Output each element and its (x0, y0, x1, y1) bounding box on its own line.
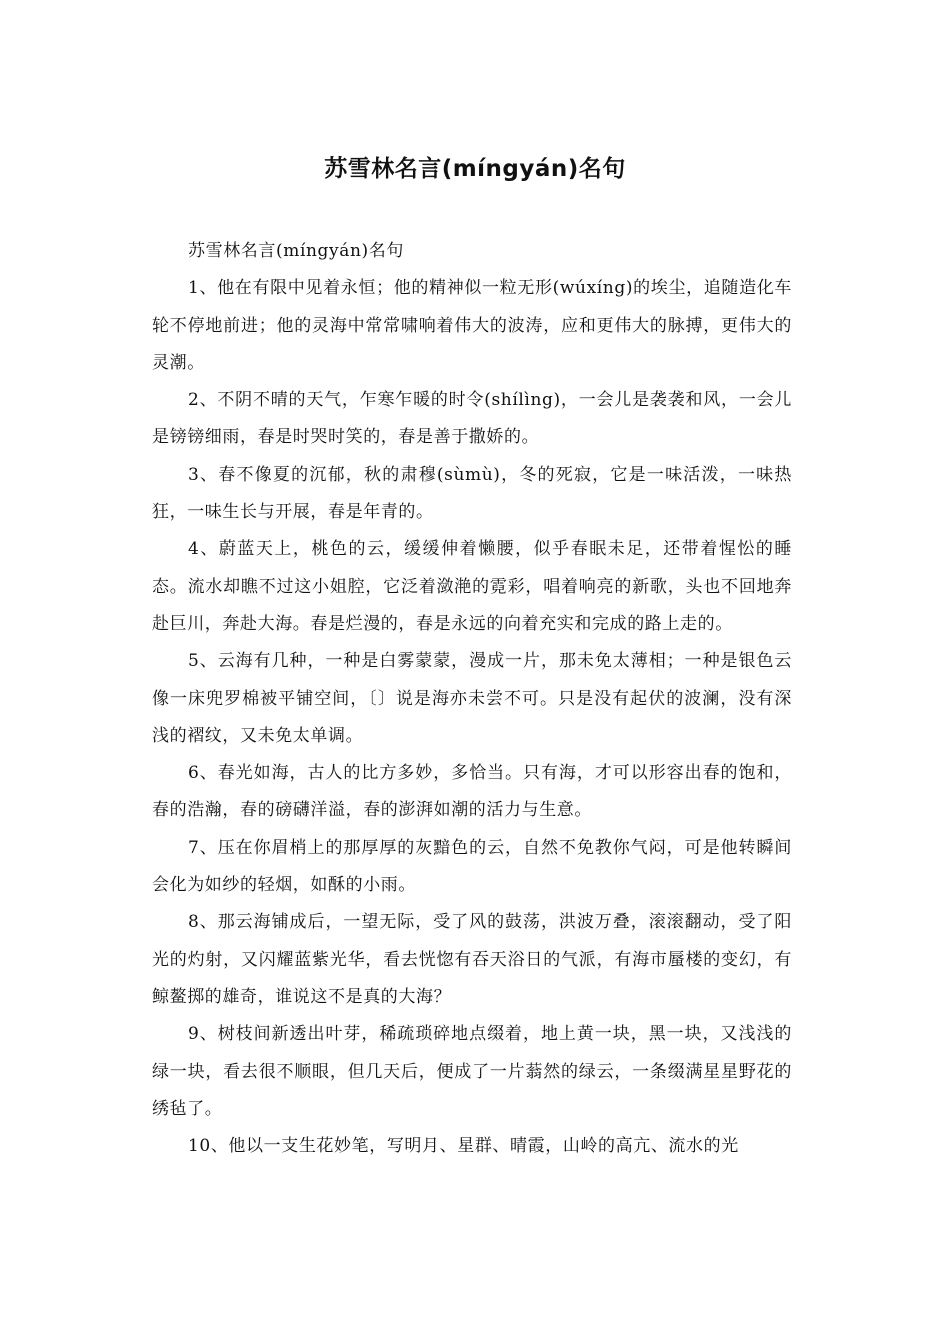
quote-paragraph-3: 3、春不像夏的沉郁，秋的肃穆(sùmù)，冬的死寂，它是一味活泼，一味热狂，一味生长与开展，春是年青的。 (152, 464, 792, 523)
quote-paragraph-9: 9、树枝间新透出叶芽，稀疏琐碎地点缀着，地上黄一块，黑一块，又浅浅的绿一块，看去很不顺眼，但几天后，便成了一片蓊然的绿云，一条缀满星星野花的绣毡了。 (152, 1024, 792, 1119)
document-body (152, 233, 792, 1165)
quote-paragraph-8: 8、那云海铺成后，一望无际，受了风的鼓荡，洪波万叠，滚滚翻动，受了阳光的灼射，又闪耀蓝紫光华，看去恍惚有吞天浴日的气派，有海市蜃楼的变幻，有鲸鳌掷的雄奇，谁说这不是真的大海？ (152, 912, 792, 1007)
quote-paragraph-2: 2、不阴不晴的天气，乍寒乍暖的时令(shílìng)，一会儿是袭袭和风，一会儿是镑镑细雨，春是时哭时笑的，春是善于撒娇的。 (152, 390, 792, 448)
quote-paragraph-6: 6、春光如海，古人的比方多妙，多恰当。只有海，才可以形容出春的饱和，春的浩瀚，春的磅礴洋溢，春的澎湃如潮的活力与生意。 (152, 763, 792, 821)
quote-paragraph-7: 7、压在你眉梢上的那厚厚的灰黯色的云，自然不免教你气闷，可是他转瞬间会化为如纱的轻烟，如酥的小雨。 (152, 837, 792, 896)
quote-paragraph-5: 5、云海有几种，一种是白雾蒙蒙，漫成一片，那未免太薄相；一种是银色云像一床兜罗棉被平铺空间，〔〕说是海亦未尝不可。只是没有起伏的波澜，没有深浅的褶纹，又未免太单调。 (152, 651, 792, 746)
quote-paragraph-4: 4、蔚蓝天上，桃色的云，缓缓伸着懒腰，似乎春眠未足，还带着惺忪的睡态。流水却瞧不过这小姐腔，它泛着潋滟的霓彩，唱着响亮的新歌，头也不回地奔赴巨川，奔赴大海。春是烂漫的，春是永远的向着充实和完成的路上走的。 (152, 539, 792, 634)
quote-paragraph-10: 10、他以一支生花妙笔，写明月、星群、晴霞，山岭的高亢、流水的光 (188, 1136, 739, 1157)
document-title: 苏雪林名言(míngyán)名句 (324, 156, 626, 182)
quote-paragraph-1: 1、他在有限中见着永恒；他的精神似一粒无形(wúxíng)的埃尘，追随造化车轮不停地前进；他的灵海中常常啸响着伟大的波涛，应和更伟大的脉搏，更伟大的灵潮。 (152, 278, 792, 373)
subtitle-line: 苏雪林名言(míngyán)名句 (188, 241, 404, 261)
